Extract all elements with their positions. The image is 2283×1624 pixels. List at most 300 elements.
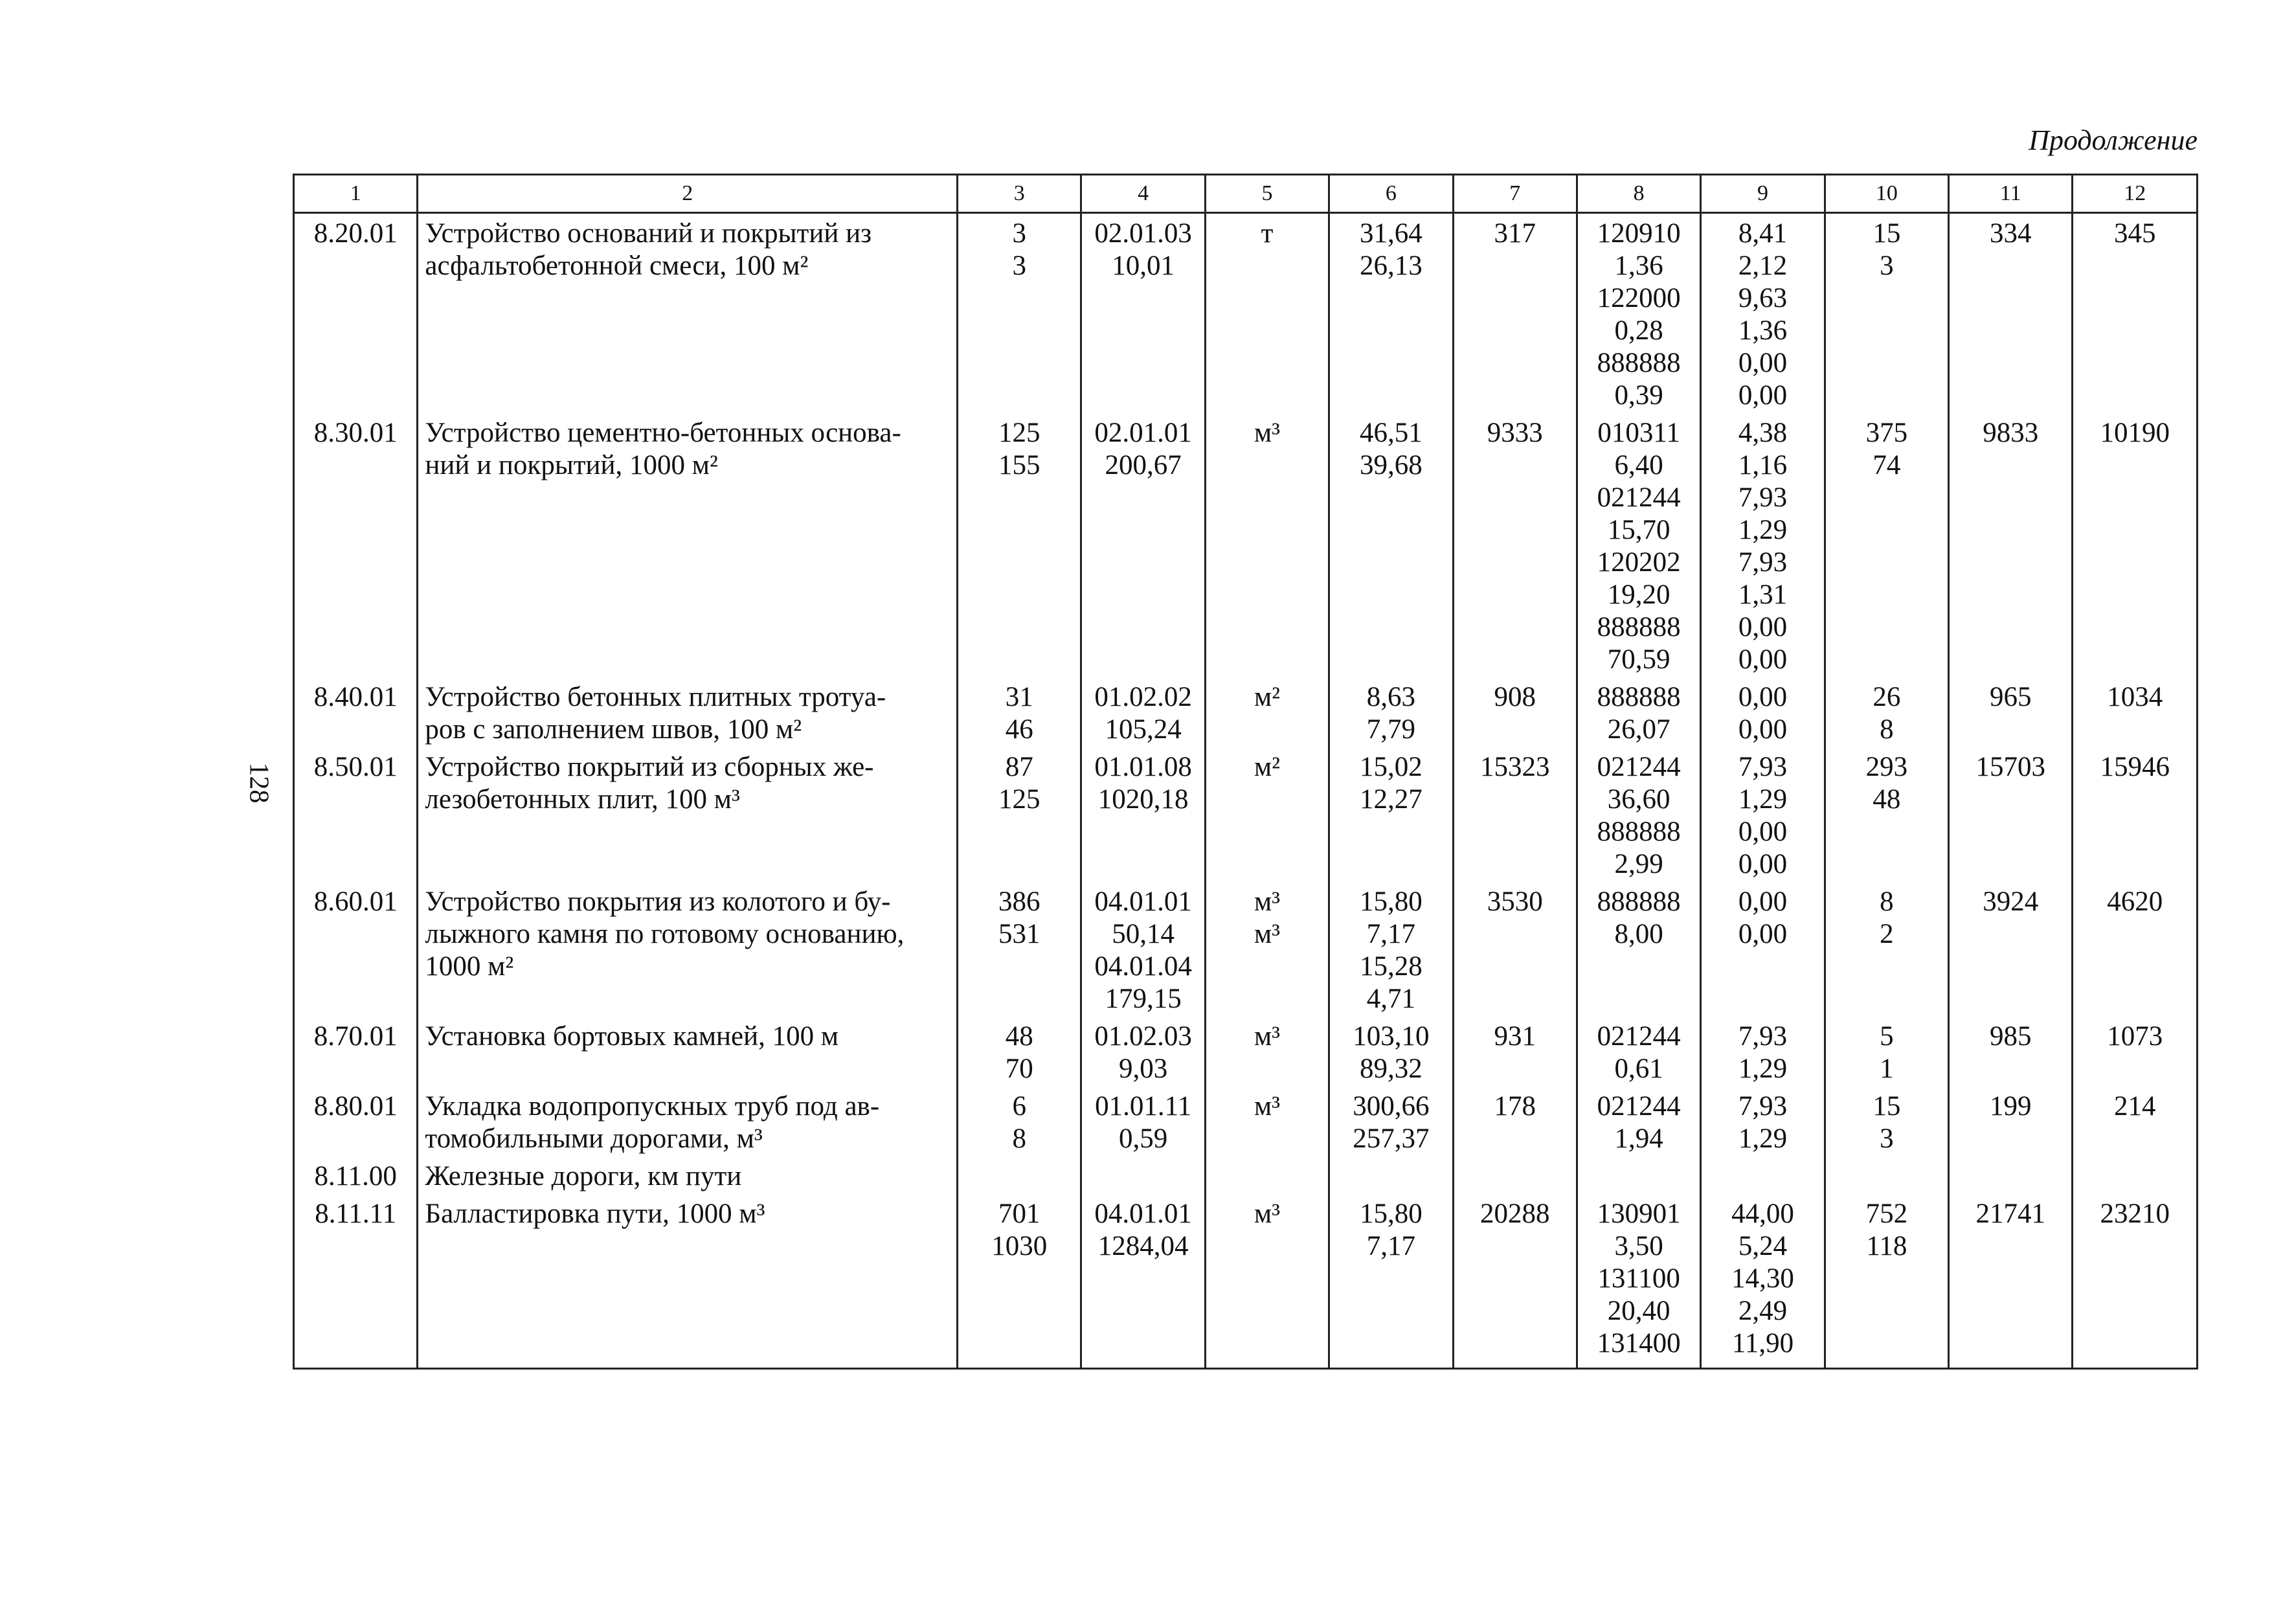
column-4-cell	[1081, 1194, 1205, 1369]
cell-line: 2	[1880, 919, 1894, 949]
cell-line: 9333	[1487, 418, 1543, 448]
cell-line: 15,80	[1360, 886, 1423, 917]
cell-line: 131400	[1597, 1328, 1681, 1359]
row-code: 8.40.01	[313, 682, 398, 712]
row-code: 8.11.00	[314, 1161, 397, 1191]
cell-line: 888888	[1597, 886, 1681, 917]
continuation-label: Продолжение	[2029, 124, 2198, 156]
column-9-cell	[1701, 882, 1825, 1017]
cell-line: 131100	[1597, 1263, 1680, 1294]
cell-line: 179,15	[1105, 984, 1182, 1014]
cell-line: 103,10	[1353, 1021, 1430, 1052]
column-11-cell	[1949, 1194, 2073, 1369]
row-code-cell	[294, 213, 418, 414]
cell-line: 26,07	[1607, 714, 1670, 745]
work-description-cell	[418, 1087, 958, 1156]
column-number: 11	[1949, 175, 2073, 213]
cell-line: 178	[1494, 1091, 1536, 1122]
column-7-cell	[1453, 1087, 1577, 1156]
unit-cell	[1205, 1087, 1329, 1156]
column-7-cell	[1453, 677, 1577, 747]
table-row	[294, 1194, 2198, 1369]
row-code: 8.70.01	[313, 1021, 398, 1052]
cell-line: 46,51	[1360, 418, 1423, 448]
page-number: 128	[243, 762, 274, 804]
column-10-cell	[1825, 677, 1948, 747]
cell-line: 3	[1012, 251, 1026, 281]
cell-line: 9,63	[1738, 283, 1788, 313]
column-12-cell	[2073, 1087, 2198, 1156]
cell-line: 021244	[1597, 482, 1681, 513]
column-number: 3	[958, 175, 1081, 213]
work-description-cell	[418, 413, 958, 677]
column-number: 10	[1825, 175, 1948, 213]
unit-cell	[1205, 1156, 1329, 1194]
cell-line: 200,67	[1105, 450, 1182, 480]
column-number: 2	[418, 175, 958, 213]
cell-line: 300,66	[1353, 1091, 1430, 1122]
column-9-cell	[1701, 1194, 1825, 1369]
cell-line: м²	[1254, 682, 1281, 712]
column-11-cell	[1949, 1017, 2073, 1087]
unit-cell	[1205, 213, 1329, 414]
unit-cell	[1205, 677, 1329, 747]
unit-cell	[1205, 747, 1329, 882]
column-number: 6	[1329, 175, 1453, 213]
column-11-cell	[1949, 677, 2073, 747]
cell-line: 021244	[1597, 1021, 1681, 1052]
cell-line: 0,00	[1738, 886, 1788, 917]
cell-line: 0,00	[1738, 682, 1788, 712]
column-3-cell	[958, 1194, 1081, 1369]
cell-line: 8,41	[1738, 218, 1788, 249]
cell-line: 04.01.01	[1094, 1199, 1192, 1229]
column-number: 12	[2073, 175, 2198, 213]
cell-line: 39,68	[1360, 450, 1423, 480]
column-3-cell	[958, 213, 1081, 414]
unit-cell	[1205, 1194, 1329, 1369]
cell-line: 15,80	[1360, 1199, 1423, 1229]
cell-line: 120910	[1597, 218, 1681, 249]
cell-line: 1,29	[1738, 784, 1788, 815]
cell-line: 20,40	[1607, 1296, 1670, 1326]
column-3-cell	[958, 1156, 1081, 1194]
column-8-cell	[1577, 1087, 1700, 1156]
cell-line: 9833	[1983, 418, 2039, 448]
cell-line: 6	[1012, 1091, 1026, 1122]
cell-line: м³	[1254, 1091, 1281, 1122]
column-number: 5	[1205, 175, 1329, 213]
cell-line: м³	[1254, 418, 1281, 448]
cell-line: 10190	[2100, 418, 2170, 448]
row-code: 8.50.01	[313, 752, 398, 782]
row-code-cell	[294, 1194, 418, 1369]
cell-line: 11,90	[1731, 1328, 1794, 1359]
cell-line: 26	[1873, 682, 1901, 712]
cell-line: 021244	[1597, 1091, 1681, 1122]
cell-line: 1,29	[1738, 1054, 1788, 1084]
cell-line: 1,36	[1614, 251, 1663, 281]
description-line: Установка бортовых камней, 100 м	[425, 1021, 839, 1052]
column-9-cell	[1701, 747, 1825, 882]
description-line: Железные дороги, км пути	[425, 1161, 742, 1191]
cell-line: 50,14	[1112, 919, 1175, 949]
cell-line: 0,59	[1119, 1123, 1168, 1154]
column-6-cell	[1329, 1087, 1453, 1156]
cell-line: 888888	[1597, 612, 1681, 642]
cell-line: 888888	[1597, 682, 1681, 712]
column-12-cell	[2073, 413, 2198, 677]
cell-line: 8	[1012, 1123, 1026, 1154]
cell-line: 1284,04	[1097, 1231, 1189, 1261]
column-6-cell	[1329, 677, 1453, 747]
table-row	[294, 413, 2198, 677]
cell-line: 1020,18	[1097, 784, 1189, 815]
cell-line: 48	[1873, 784, 1901, 815]
cell-line: м³	[1254, 919, 1281, 949]
work-description-cell	[418, 677, 958, 747]
cell-line: 293	[1865, 752, 1908, 782]
cell-line: 2,12	[1738, 251, 1788, 281]
work-description-cell	[418, 1156, 958, 1194]
column-number-row	[294, 175, 2198, 213]
row-code: 8.30.01	[313, 418, 398, 448]
column-10-cell	[1825, 1087, 1948, 1156]
cell-line: 19,20	[1607, 580, 1670, 610]
column-4-cell	[1081, 413, 1205, 677]
cell-line: 0,00	[1738, 644, 1788, 675]
cell-line: 5	[1880, 1021, 1894, 1052]
cell-line: 334	[1990, 218, 2032, 249]
description-line: лезобетонных плит, 100 м³	[425, 784, 740, 815]
column-12-cell	[2073, 213, 2198, 414]
column-10-cell	[1825, 747, 1948, 882]
cell-line: 375	[1865, 418, 1908, 448]
cell-line: 0,00	[1738, 612, 1788, 642]
cell-line: 010311	[1597, 418, 1680, 448]
column-8-cell	[1577, 1017, 1700, 1087]
cell-line: 44,00	[1731, 1199, 1794, 1229]
column-7-cell	[1453, 413, 1577, 677]
column-number: 8	[1577, 175, 1700, 213]
cell-line: 70,59	[1607, 644, 1670, 675]
cell-line: 122000	[1597, 283, 1681, 313]
cell-line: 8,63	[1366, 682, 1415, 712]
cell-line: 7,79	[1366, 714, 1415, 745]
column-6-cell	[1329, 1194, 1453, 1369]
table-row	[294, 1017, 2198, 1087]
column-12-cell	[2073, 677, 2198, 747]
description-line: Устройство оснований и покрытий из	[425, 218, 872, 249]
cell-line: 7,93	[1738, 1091, 1788, 1122]
description-line: Балластировка пути, 1000 м³	[425, 1199, 765, 1229]
cell-line: 70	[1005, 1054, 1033, 1084]
cell-line: 48	[1005, 1021, 1033, 1052]
cell-line: 908	[1494, 682, 1536, 712]
column-4-cell	[1081, 1087, 1205, 1156]
work-description-cell	[418, 1017, 958, 1087]
description-line: асфальтобетонной смеси, 100 м²	[425, 251, 809, 281]
estimate-table	[293, 174, 2198, 1370]
cell-line: 155	[998, 450, 1040, 480]
cell-line: 1073	[2107, 1021, 2163, 1052]
cell-line: 01.01.11	[1095, 1091, 1192, 1122]
cell-line: 15703	[1975, 752, 2045, 782]
cell-line: 74	[1873, 450, 1901, 480]
column-11-cell	[1949, 1156, 2073, 1194]
column-8-cell	[1577, 882, 1700, 1017]
column-8-cell	[1577, 1156, 1700, 1194]
column-9-cell	[1701, 1017, 1825, 1087]
row-code-cell	[294, 1017, 418, 1087]
column-8-cell	[1577, 1194, 1700, 1369]
column-4-cell	[1081, 213, 1205, 414]
column-number: 9	[1701, 175, 1825, 213]
column-12-cell	[2073, 882, 2198, 1017]
cell-line: 199	[1990, 1091, 2032, 1122]
cell-line: 01.02.02	[1094, 682, 1192, 712]
unit-cell	[1205, 882, 1329, 1017]
column-3-cell	[958, 882, 1081, 1017]
column-6-cell	[1329, 747, 1453, 882]
work-description-cell	[418, 213, 958, 414]
cell-line: 0,00	[1738, 714, 1788, 745]
cell-line: 15323	[1480, 752, 1550, 782]
column-6-cell	[1329, 413, 1453, 677]
cell-line: 7,93	[1738, 482, 1788, 513]
cell-line: 257,37	[1353, 1123, 1430, 1154]
table-row	[294, 1087, 2198, 1156]
cell-line: 4620	[2107, 886, 2163, 917]
cell-line: 21741	[1975, 1199, 2045, 1229]
cell-line: 1,29	[1738, 1123, 1788, 1154]
cell-line: 888888	[1597, 348, 1681, 378]
column-6-cell	[1329, 1156, 1453, 1194]
cell-line: 8	[1880, 886, 1894, 917]
column-8-cell	[1577, 413, 1700, 677]
cell-line: 931	[1494, 1021, 1536, 1052]
column-9-cell	[1701, 1156, 1825, 1194]
description-line: ров с заполнением швов, 100 м²	[425, 714, 802, 745]
cell-line: 10,01	[1112, 251, 1175, 281]
cell-line: 105,24	[1105, 714, 1182, 745]
cell-line: 36,60	[1607, 784, 1670, 815]
cell-line: 12,27	[1360, 784, 1423, 815]
cell-line: 02.01.01	[1094, 418, 1192, 448]
cell-line: 7,17	[1366, 1231, 1415, 1261]
cell-line: 15,02	[1360, 752, 1423, 782]
column-9-cell	[1701, 1087, 1825, 1156]
cell-line: 386	[998, 886, 1040, 917]
column-11-cell	[1949, 1087, 2073, 1156]
cell-line: 7,93	[1738, 547, 1788, 578]
description-line: ний и покрытий, 1000 м²	[425, 450, 718, 480]
cell-line: 4,38	[1738, 418, 1788, 448]
cell-line: 1,36	[1738, 315, 1788, 346]
cell-line: 8,00	[1614, 919, 1663, 949]
column-6-cell	[1329, 882, 1453, 1017]
cell-line: 3,50	[1614, 1231, 1663, 1261]
cell-line: 46	[1005, 714, 1033, 745]
cell-line: 3	[1012, 218, 1026, 249]
cell-line: 3	[1880, 251, 1894, 281]
column-11-cell	[1949, 213, 2073, 414]
column-10-cell	[1825, 213, 1948, 414]
column-12-cell	[2073, 1017, 2198, 1087]
row-code-cell	[294, 677, 418, 747]
column-7-cell	[1453, 213, 1577, 414]
row-code: 8.20.01	[313, 218, 398, 249]
cell-line: 0,28	[1614, 315, 1663, 346]
cell-line: 701	[998, 1199, 1040, 1229]
cell-line: 31,64	[1360, 218, 1423, 249]
unit-cell	[1205, 413, 1329, 677]
cell-line: 125	[998, 784, 1040, 815]
cell-line: 5,24	[1738, 1231, 1788, 1261]
column-4-cell	[1081, 677, 1205, 747]
cell-line: 04.01.01	[1094, 886, 1192, 917]
cell-line: 7,93	[1738, 1021, 1788, 1052]
cell-line: 1,29	[1738, 515, 1788, 545]
column-number: 4	[1081, 175, 1205, 213]
cell-line: 15,28	[1360, 951, 1423, 982]
column-6-cell	[1329, 1017, 1453, 1087]
work-description-cell	[418, 882, 958, 1017]
column-number: 1	[294, 175, 418, 213]
column-6-cell	[1329, 213, 1453, 414]
cell-line: 6,40	[1614, 450, 1663, 480]
cell-line: 1,31	[1738, 580, 1788, 610]
cell-line: 04.01.04	[1094, 951, 1192, 982]
description-line: томобильными дорогами, м³	[425, 1123, 763, 1154]
cell-line: 0,39	[1614, 380, 1663, 411]
description-line: 1000 м²	[425, 951, 514, 982]
row-code-cell	[294, 882, 418, 1017]
column-11-cell	[1949, 747, 2073, 882]
column-7-cell	[1453, 747, 1577, 882]
table-row	[294, 213, 2198, 414]
column-9-cell	[1701, 413, 1825, 677]
cell-line: 15	[1873, 1091, 1901, 1122]
table-body	[294, 213, 2198, 1369]
column-3-cell	[958, 1017, 1081, 1087]
column-4-cell	[1081, 1156, 1205, 1194]
cell-line: м²	[1254, 752, 1281, 782]
cell-line: 214	[2113, 1091, 2156, 1122]
cell-line: 1034	[2107, 682, 2163, 712]
row-code-cell	[294, 747, 418, 882]
description-line: Укладка водопропускных труб под ав-	[425, 1091, 880, 1122]
column-12-cell	[2073, 1156, 2198, 1194]
table-row	[294, 1156, 2198, 1194]
cell-line: 125	[998, 418, 1040, 448]
column-7-cell	[1453, 1156, 1577, 1194]
cell-line: 345	[2113, 218, 2156, 249]
cell-line: м³	[1254, 886, 1281, 917]
cell-line: 0,00	[1738, 817, 1788, 847]
column-12-cell	[2073, 747, 2198, 882]
description-line: Устройство покрытий из сборных же-	[425, 752, 874, 782]
unit-cell	[1205, 1017, 1329, 1087]
description-line: Устройство бетонных плитных тротуа-	[425, 682, 886, 712]
table-row	[294, 747, 2198, 882]
cell-line: 9,03	[1119, 1054, 1168, 1084]
column-3-cell	[958, 747, 1081, 882]
column-9-cell	[1701, 677, 1825, 747]
cell-line: 1,94	[1614, 1123, 1663, 1154]
cell-line: 985	[1990, 1021, 2032, 1052]
cell-line: 23210	[2100, 1199, 2170, 1229]
cell-line: 1	[1880, 1054, 1894, 1084]
column-3-cell	[958, 413, 1081, 677]
cell-line: 965	[1990, 682, 2032, 712]
cell-line: 3	[1880, 1123, 1894, 1154]
cell-line: 0,00	[1738, 380, 1788, 411]
column-8-cell	[1577, 213, 1700, 414]
cell-line: 120202	[1597, 547, 1681, 578]
cell-line: 888888	[1597, 817, 1681, 847]
column-4-cell	[1081, 882, 1205, 1017]
cell-line: 3530	[1487, 886, 1543, 917]
cell-line: м³	[1254, 1021, 1281, 1052]
cell-line: 130901	[1597, 1199, 1681, 1229]
cell-line: 0,61	[1614, 1054, 1663, 1084]
cell-line: 15,70	[1607, 515, 1670, 545]
description-line: Устройство покрытия из колотого и бу-	[425, 886, 891, 917]
cell-line: м³	[1254, 1199, 1281, 1229]
column-7-cell	[1453, 1194, 1577, 1369]
column-9-cell	[1701, 213, 1825, 414]
column-4-cell	[1081, 747, 1205, 882]
row-code: 8.60.01	[313, 886, 398, 917]
column-10-cell	[1825, 1156, 1948, 1194]
cell-line: 7,17	[1366, 919, 1415, 949]
work-description-cell	[418, 747, 958, 882]
cell-line: 01.02.03	[1094, 1021, 1192, 1052]
cell-line: 752	[1865, 1199, 1908, 1229]
cell-line: 2,49	[1738, 1296, 1788, 1326]
cell-line: 89,32	[1360, 1054, 1423, 1084]
column-8-cell	[1577, 747, 1700, 882]
row-code-cell	[294, 1156, 418, 1194]
cell-line: 26,13	[1360, 251, 1423, 281]
cell-line: 31	[1005, 682, 1033, 712]
column-7-cell	[1453, 1017, 1577, 1087]
column-12-cell	[2073, 1194, 2198, 1369]
cell-line: 02.01.03	[1094, 218, 1192, 249]
cell-line: 2,99	[1614, 849, 1663, 879]
cell-line: 14,30	[1731, 1263, 1794, 1294]
cell-line: 0,00	[1738, 849, 1788, 879]
column-3-cell	[958, 677, 1081, 747]
description-line: Устройство цементно-бетонных основа-	[425, 418, 901, 448]
cell-line: 3924	[1983, 886, 2039, 917]
cell-line: 7,93	[1738, 752, 1788, 782]
cell-line: 20288	[1480, 1199, 1550, 1229]
row-code: 8.11.11	[315, 1199, 397, 1229]
cell-line: 87	[1005, 752, 1033, 782]
cell-line: 118	[1866, 1231, 1907, 1261]
column-10-cell	[1825, 413, 1948, 677]
cell-line: т	[1261, 218, 1274, 249]
column-11-cell	[1949, 413, 2073, 677]
column-8-cell	[1577, 677, 1700, 747]
cell-line: 01.01.08	[1094, 752, 1192, 782]
row-code-cell	[294, 413, 418, 677]
cell-line: 0,00	[1738, 348, 1788, 378]
row-code-cell	[294, 1087, 418, 1156]
cell-line: 15946	[2100, 752, 2170, 782]
